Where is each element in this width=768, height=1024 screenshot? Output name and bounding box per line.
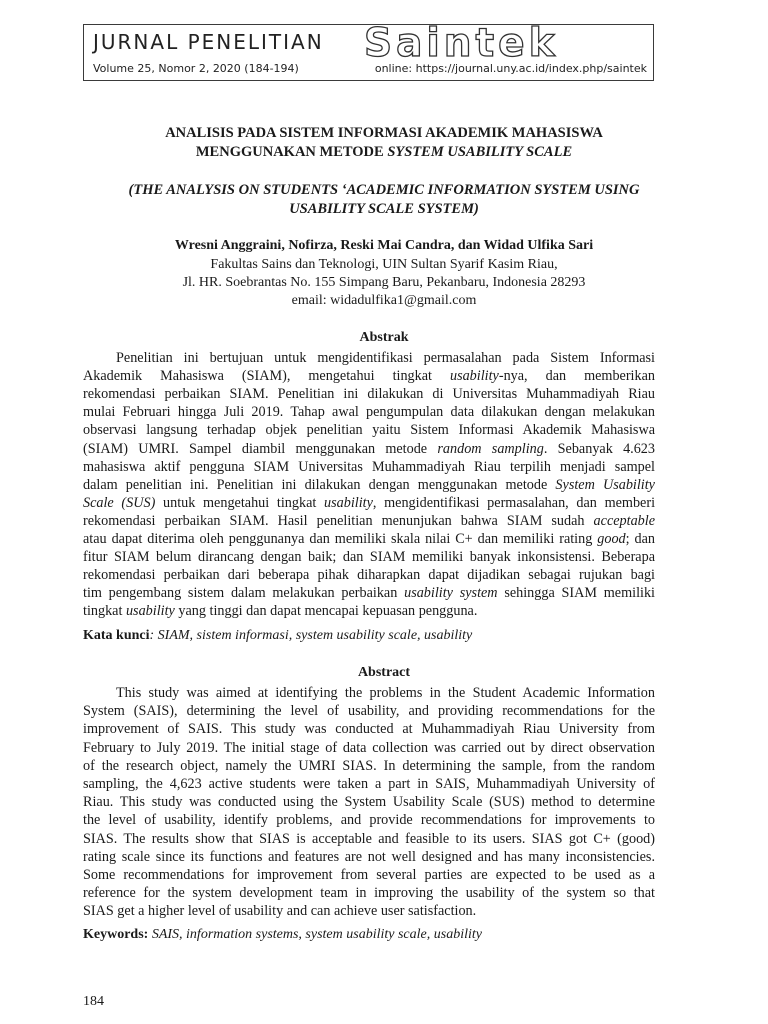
english-title-line-1: (THE ANALYSIS ON STUDENTS ‘ACADEMIC INFORMATION SYSTEM USING (128, 182, 640, 198)
italic-term: Scale (SUS) (83, 494, 156, 511)
text-run: (SIAM) UMRI. Sampel diambil menggunakan metode (83, 440, 438, 457)
kata-kunci-values: : SIAM, sistem informasi, system usability scale, usability (149, 628, 473, 643)
text-run: SIAS get a higher level of usability and can achieve user satisfaction. (83, 903, 477, 920)
volume-info: Volume 25, Nomor 2, 2020 (184-194) (93, 62, 299, 75)
abstract-line (83, 702, 655, 720)
text-run: ; dan (625, 531, 655, 547)
abstrak-line (83, 421, 655, 439)
abstrak-line (83, 584, 655, 602)
text-run: atau dapat diterima oleh penggunanya dan memiliki skala nilai C+ dan memiliki rating (83, 531, 598, 547)
italic-term: usability (125, 603, 175, 620)
abstrak-line (83, 440, 655, 458)
italic-term: System Usability (555, 476, 655, 493)
text-run: observasi langsung terhadap objek penelitian yaitu Sistem Informasi Akademik Mahasiswa (83, 422, 655, 439)
text-run: sampling, the 4,623 active students were taken a part in SAIS, Muhammadiyah University of (83, 776, 655, 792)
abstract-line (116, 684, 655, 702)
keywords-values: SAIS, information systems, system usability scale, usability (148, 927, 482, 942)
paper-title-italic: SYSTEM USABILITY SCALE (387, 144, 573, 160)
text-run: tim pengembang sistem dalam melakukan perbaikan (83, 585, 405, 602)
abstrak-line (83, 548, 655, 566)
affiliation-line-2: Jl. HR. Soebrantas No. 155 Simpang Baru, Pekanbaru, Indonesia 28293 (182, 275, 586, 290)
abstract-line (83, 848, 655, 866)
text-run: fitur SIAM belum dirancang dengan baik; dan SIAM memiliki banyak inkonsistensi. Beberapa (83, 549, 655, 566)
italic-term: usability system (404, 585, 498, 602)
text-run: Penelitian ini bertujuan untuk mengidentifikasi permasalahan pada Sistem Informasi (116, 350, 655, 366)
text-run: sehingga SIAM memiliki (497, 585, 655, 602)
abstract-line (83, 757, 655, 775)
page-number: 184 (83, 994, 104, 1009)
text-run: February to July 2019. The initial stage of data collection was carried out by direct observation (83, 739, 655, 756)
text-run: rekomendasi perbaikan SIAM. Penelitian ini dilakukan di Universitas Muhammadiyah Riau (83, 386, 655, 403)
text-run: , mengidentifikasi permasalahan, dan memberi (372, 494, 656, 511)
abstrak-line (83, 367, 655, 385)
abstrak-line (116, 349, 655, 367)
abstract-heading: Abstract (357, 665, 411, 680)
text-run: rekomendasi perbaikan SIAM. Hasil penelitian menunjukan bahwa SIAM sudah (83, 512, 594, 529)
abstract-line (83, 775, 655, 793)
italic-term: usability (324, 494, 373, 511)
abstrak-line (83, 530, 655, 548)
italic-term: usability (449, 368, 499, 385)
abstrak-heading: Abstrak (359, 330, 409, 345)
paper-title-prefix: MENGGUNAKAN METODE (195, 144, 388, 160)
abstract-line (83, 884, 655, 902)
keywords-label: Keywords: (83, 927, 149, 942)
text-run: tingkat (83, 603, 126, 620)
text-run: SIAS. The results show that SIAS is acceptable and feasible to its users. SIAS got C+ (good) (83, 830, 655, 847)
abstract-line (83, 739, 655, 757)
abstract-line (83, 866, 655, 884)
authors: Wresni Anggraini, Nofirza, Reski Mai Candra, dan Widad Ulfika Sari (174, 238, 594, 253)
text-run: This study was aimed at identifying the problems in the Student Academic Information (116, 685, 655, 701)
affiliation-line-1: Fakultas Sains dan Teknologi, UIN Sultan Syarif Kasim Riau, (210, 257, 558, 272)
abstrak-line (83, 566, 655, 584)
paper-title-line-1: ANALISIS PADA SISTEM INFORMASI AKADEMIK MAHASISWA (165, 125, 603, 141)
text-run: untuk mengetahui tingkat (155, 494, 325, 511)
abstrak-line (83, 494, 655, 512)
text-run: Some recommendations for improvement from several parties are expected to be used as a (83, 867, 655, 883)
text-run: rating scale since its functions and features are not well designed and has many inconsistencies. (83, 848, 655, 865)
abstrak-line (83, 458, 655, 476)
online-url: online: https://journal.uny.ac.id/index.php/saintek (374, 62, 647, 75)
text-run: dalam penelitian ini. Penelitian ini dilakukan dengan menggunakan metode (83, 476, 556, 493)
italic-term: acceptable (593, 512, 655, 529)
abstract-line (83, 830, 655, 848)
abstract-line (83, 902, 655, 920)
text-run: of the research object, namely the UMRI SIAS. In determining the sample, from the random (83, 757, 655, 774)
paper-title-line-2 (0, 144, 768, 161)
kata-kunci-label: Kata kunci (83, 628, 150, 643)
kata-kunci (83, 628, 472, 644)
journal-header (83, 21, 654, 81)
saintek-logo: Saintek (364, 21, 559, 66)
text-run: rekomendasi perbaikan dari beberapa pihak diharapkan dapat dijadikan sebagai rujukan bagi (83, 567, 655, 584)
text-run: Riau. This study was conducted using the System Usability Scale (SUS) method to determine (83, 794, 655, 811)
abstrak-line (83, 403, 655, 421)
italic-term: random sampling (437, 440, 544, 457)
abstract-line (83, 793, 655, 811)
text-run: improvement of SAIS. This study was conducted at Muhammadiyah Riau University from (83, 721, 655, 738)
abstrak-line (83, 602, 655, 620)
abstrak-line (83, 512, 655, 530)
text-run: . Sebanyak 4.623 (543, 440, 655, 457)
abstrak-line (83, 476, 655, 494)
text-run: mulai Februari hingga Juli 2019. Tahap awal pengumpulan data dilakukan dengan melakukan (83, 404, 655, 421)
abstrak-line (83, 385, 655, 403)
abstract-line (83, 811, 655, 829)
text-run: yang tinggi dan dapat mencapai kepuasan pengguna. (174, 603, 478, 620)
abstract-line (83, 720, 655, 738)
english-title-line-2: USABILITY SCALE SYSTEM) (289, 201, 479, 217)
text-run: mahasiswa aktif pengguna SIAM Universitas Muhammadiyah Riau terpilih menjadi sampel (83, 458, 655, 475)
italic-term: good (597, 531, 626, 547)
text-run: System (SAIS), determining the level of usability, and providing recommendations for the (83, 703, 655, 720)
text-run: Akademik Mahasiswa (SIAM), mengetahui tingkat (83, 368, 450, 385)
journal-name: JURNAL PENELITIAN (93, 30, 324, 54)
affiliation-email: email: widadulfika1@gmail.com (291, 293, 477, 308)
text-run: reference for the system development team in improving the usability of the system so that (83, 885, 655, 902)
text-run: the level of usability, identify problems, and provide recommendations for improvements to (83, 812, 655, 829)
text-run: -nya, dan memberikan (498, 368, 655, 385)
keywords (83, 927, 482, 943)
